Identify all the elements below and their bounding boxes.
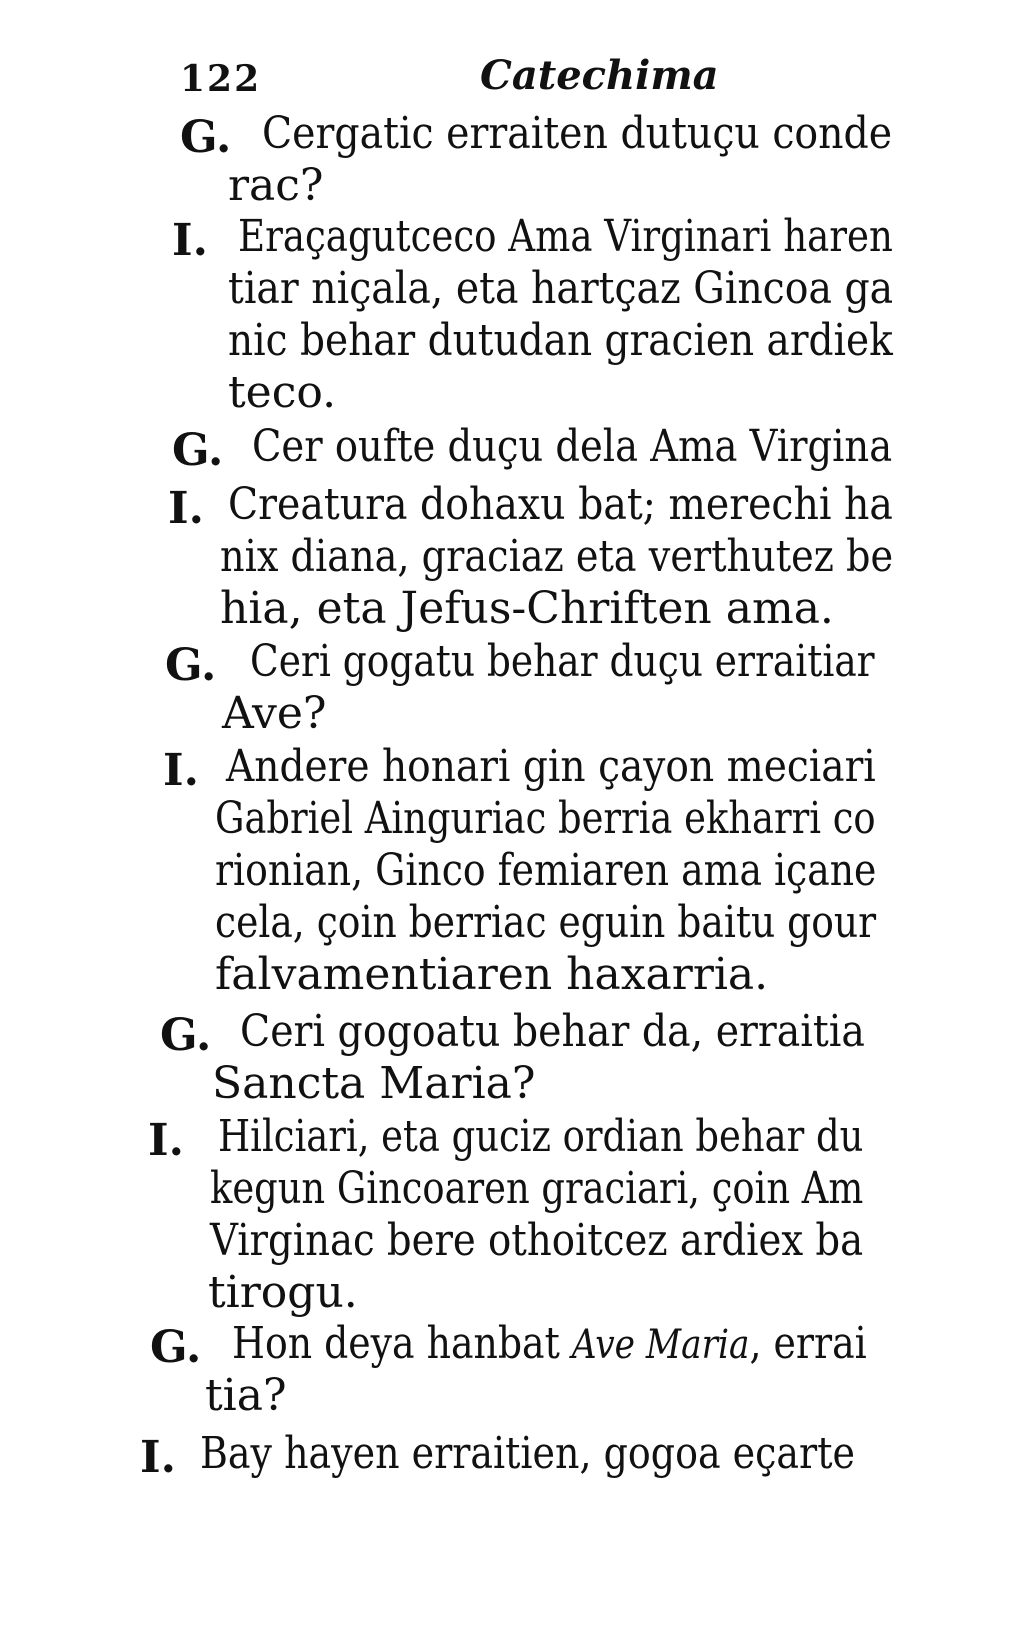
text-line: Bay hayen erraitien, gogoa eçarte xyxy=(200,1428,855,1479)
speaker-label: I. xyxy=(148,1115,184,1166)
text-line: rac? xyxy=(228,160,324,211)
text-line: teco. xyxy=(228,367,337,418)
text-line: tirogu. xyxy=(208,1267,358,1318)
text-line: nix diana, graciaz eta verthutez be xyxy=(220,531,894,582)
text-line: Gabriel Ainguriac berria ekharri co xyxy=(215,793,876,844)
speaker-label: G. xyxy=(180,112,232,163)
text-line: Ceri gogatu behar duçu erraitiar xyxy=(250,636,875,687)
text-line: Ceri gogoatu behar da, erraitia xyxy=(240,1006,865,1057)
text-line: nic behar dutudan gracien ardiek xyxy=(228,315,893,366)
speaker-label: I. xyxy=(168,483,204,534)
text-line: Hon deya hanbat Ave Maria, errai xyxy=(232,1318,867,1369)
speaker-label: I. xyxy=(140,1432,176,1483)
text-line: Cer oufte duçu dela Ama Virgina xyxy=(252,421,893,472)
speaker-label: G. xyxy=(160,1010,212,1061)
speaker-label: G. xyxy=(172,425,224,476)
text-line: Creatura dohaxu bat; merechi ha xyxy=(228,479,893,530)
text-line: rionian, Ginco femiaren ama içane xyxy=(215,845,877,896)
text-line: Sancta Maria? xyxy=(212,1058,536,1109)
text-line: Virginac bere othoitcez ardiex ba xyxy=(210,1215,864,1266)
page-number: 122 xyxy=(180,58,262,100)
text-line: Andere honari gin çayon meciari xyxy=(226,741,876,792)
speaker-label: I. xyxy=(172,215,208,266)
text-line: falvamentiaren haxarria. xyxy=(215,949,769,1000)
speaker-label: G. xyxy=(165,640,217,691)
text-line: Ave? xyxy=(222,688,327,739)
running-head: Catechima xyxy=(480,52,719,99)
speaker-label: I. xyxy=(163,745,199,796)
text-line: Cergatic erraiten dutuçu conde xyxy=(262,108,893,159)
speaker-label: G. xyxy=(150,1322,202,1373)
page-header xyxy=(180,52,940,102)
text-line: hia, eta Jefus-Chriften ama. xyxy=(220,583,834,634)
text-line: Hilciari, eta guciz ordian behar du xyxy=(218,1111,864,1162)
text-line: cela, çoin berriac eguin baitu gour xyxy=(215,897,877,948)
text-line: tia? xyxy=(205,1370,287,1421)
text-line: tiar niçala, eta hartçaz Gincoa ga xyxy=(228,263,894,314)
text-line: Eraçagutceco Ama Virginari haren xyxy=(238,211,893,262)
text-line: kegun Gincoaren graciari, çoin Am xyxy=(210,1163,864,1214)
